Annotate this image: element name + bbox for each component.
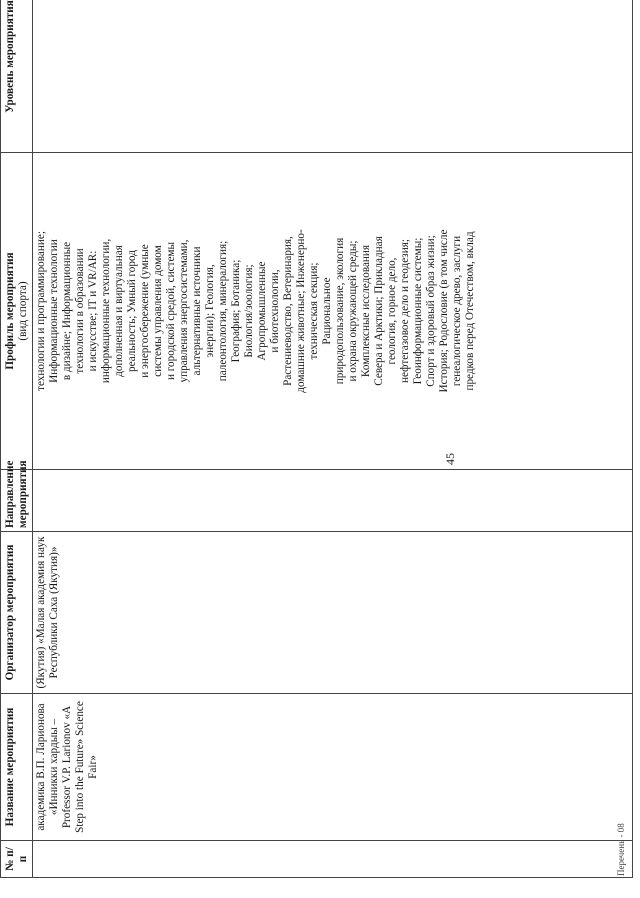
header-organizer: Организатор мероприятия (1, 532, 33, 694)
cell-level (33, 0, 633, 153)
profile-line: Севера и Арктики; Прикладная (373, 236, 385, 386)
profile-line: альтернативные источники (191, 246, 203, 376)
profile-line: и искусстве; IT и VR/AR: (87, 250, 99, 372)
header-profile (1, 153, 33, 470)
profile-line: Геоинформационные системы; (412, 237, 424, 385)
header-direction: Направление мероприятия (1, 470, 33, 532)
profile-line: домашние животные; Инженерно- (295, 229, 307, 393)
profile-line: История; Родословие (в том числе (438, 229, 450, 393)
profile-line: и городской средой, системы (165, 241, 177, 381)
cell-num (33, 841, 633, 878)
profile-line: предков перед Отечеством, вклад (464, 231, 476, 391)
cell-direction (33, 470, 633, 532)
profile-line: техническая секция; (308, 262, 320, 360)
profile-line: геология, горное дело, (386, 257, 398, 365)
header-profile-sub: (вид спорта) (17, 281, 29, 341)
profile-line: технологии в образовании (74, 248, 86, 374)
profile-line: в дизайне; Информационные (61, 241, 73, 381)
profile-line: дополненная и виртуальная (113, 245, 125, 377)
profile-line: Агропромышленные (256, 261, 268, 361)
header-name: Название мероприятия (1, 694, 33, 841)
header-num: № п/п (1, 841, 33, 878)
profile-line: нефтегазовое дело и геодезия; (399, 239, 411, 383)
cell-name: академика В.П. Ларионова «Инникки хардыы – Professor V.P. Larionov «A Step into the Future» Science Fair» (33, 694, 633, 841)
profile-line: системы управления домом (152, 245, 164, 377)
profile-line: технологии и программирование; (35, 231, 47, 391)
profile-line: энергии); Геология, (204, 264, 216, 358)
table-row (33, 0, 633, 878)
cell-profile (33, 153, 633, 470)
table-header-row (1, 0, 33, 878)
page-number: 45 (443, 453, 457, 465)
profile-line: генеалогическое древо, заслуги (451, 235, 463, 387)
profile-line: Биология/зоология; (243, 264, 255, 358)
profile-line: и энергосбережение (умные (139, 244, 151, 378)
profile-line: Растениеводство, Ветеринария, (282, 236, 294, 386)
profile-line: реальность; Умный город (126, 250, 138, 372)
profile-line: природопользование, экология (334, 237, 346, 385)
profile-line: Информационные технологии (48, 239, 60, 383)
cell-organizer: (Якутия) «Малая академия наук Республики Саха (Якутия)» (33, 532, 633, 694)
profile-line: География; Ботаника; (230, 259, 242, 363)
profile-line: управления энергосистемами, (178, 239, 190, 383)
profile-line: Комплексные исследования (360, 244, 372, 378)
profile-line: Спорт и здоровый образ жизни; (425, 235, 437, 387)
profile-line: информационные технологии, (100, 238, 112, 384)
footer-note: Перечень - 08 (616, 823, 626, 876)
profile-line: и биотехнологии, (269, 269, 281, 353)
profile-line: и охрана окружающей среды; (347, 240, 359, 382)
profile-line: Рациональное (321, 277, 333, 345)
header-level: Уровень мероприятия (1, 0, 33, 153)
profile-line: палеонтология, минералогия; (217, 240, 229, 382)
header-profile-title: Профиль мероприятия (4, 252, 16, 370)
